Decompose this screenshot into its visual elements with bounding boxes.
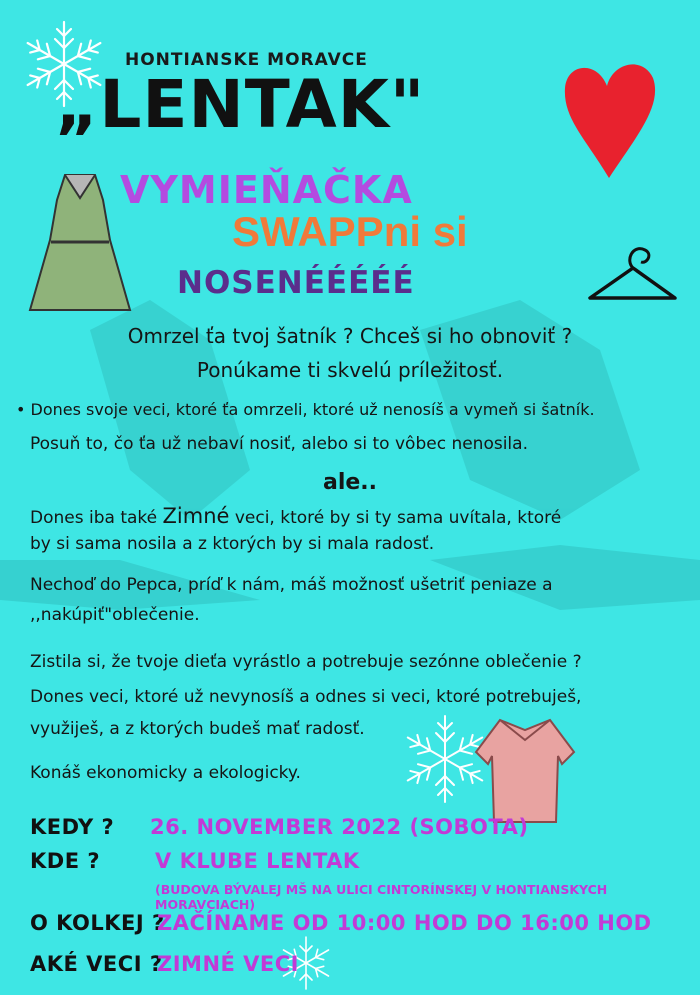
paragraph-text: ,,nakúpiť"oblečenie.: [30, 605, 200, 625]
paragraph-text: Zistila si, že tvoje dieťa vyrástlo a potrebuje sezónne oblečenie ?: [30, 652, 582, 672]
kde-note: (BUDOVA BÝVALEJ MŠ NA ULICI CINTORÍNSKEJ V HONTIANSKYCH MORAVCIACH): [155, 882, 608, 912]
heart-icon: [555, 48, 665, 183]
kolkej-label: O KOLKEJ ?: [30, 911, 165, 935]
paragraph-text: [30, 501, 561, 531]
veci-label: AKÉ VECI ?: [30, 952, 163, 976]
bullet-text: • Dones svoje veci, ktoré ťa omrzeli, ktoré už nenosíš a vymeň si šatník.: [16, 400, 595, 419]
kedy-label: KEDY ?: [30, 815, 115, 839]
village-name: HONTIANSKE MORAVCE: [125, 50, 368, 70]
brand-title: „LENTAK": [55, 66, 426, 143]
kde-label: KDE ?: [30, 849, 101, 873]
kedy-value: 26. NOVEMBER 2022 (SOBOTA): [150, 815, 529, 839]
paragraph-text: Konáš ekonomicky a ekologicky.: [30, 763, 301, 783]
hanger-icon: [585, 240, 680, 310]
intro-offer: Ponúkame ti skvelú príležitosť.: [196, 358, 504, 382]
sweater-icon: [470, 712, 580, 832]
paragraph-text: Dones veci, ktoré už nevynosíš a odnes si veci, ktoré potrebuješ,: [30, 687, 582, 707]
paragraph-text: by si sama nosila a z ktorých by si mala radosť.: [30, 534, 435, 554]
veci-value: ZIMNÉ VECI: [157, 952, 299, 976]
kde-value: V KLUBE LENTAK: [155, 849, 360, 873]
kolkej-value: ZAČÍNAME OD 10:00 HOD DO 16:00 HOD: [157, 911, 652, 935]
headline-swapp: SWAPPni si: [232, 208, 468, 255]
paragraph-text: Posuň to, čo ťa už nebaví nosiť, alebo si to vôbec nenosila.: [30, 434, 528, 454]
headline-vymienacka: VYMIEŇAČKA: [120, 168, 413, 212]
paragraph-text: využiješ, a z ktorých budeš mať radosť.: [30, 719, 365, 739]
text-span: veci, ktoré by si ty sama uvítala, ktoré: [229, 508, 562, 528]
text-span: Dones iba také: [30, 508, 163, 528]
headline-nosene: NOSENÉÉÉÉÉ: [177, 265, 415, 301]
paragraph-text: Nechoď do Pepca, príď k nám, máš možnosť ušetriť peniaze a: [30, 575, 553, 595]
zimne-word: Zimné: [162, 504, 230, 528]
dress-icon: [25, 170, 135, 320]
ale-text: ale..: [322, 470, 378, 495]
intro-question: Omrzel ťa tvoj šatník ? Chceš si ho obnoviť ?: [127, 324, 573, 348]
